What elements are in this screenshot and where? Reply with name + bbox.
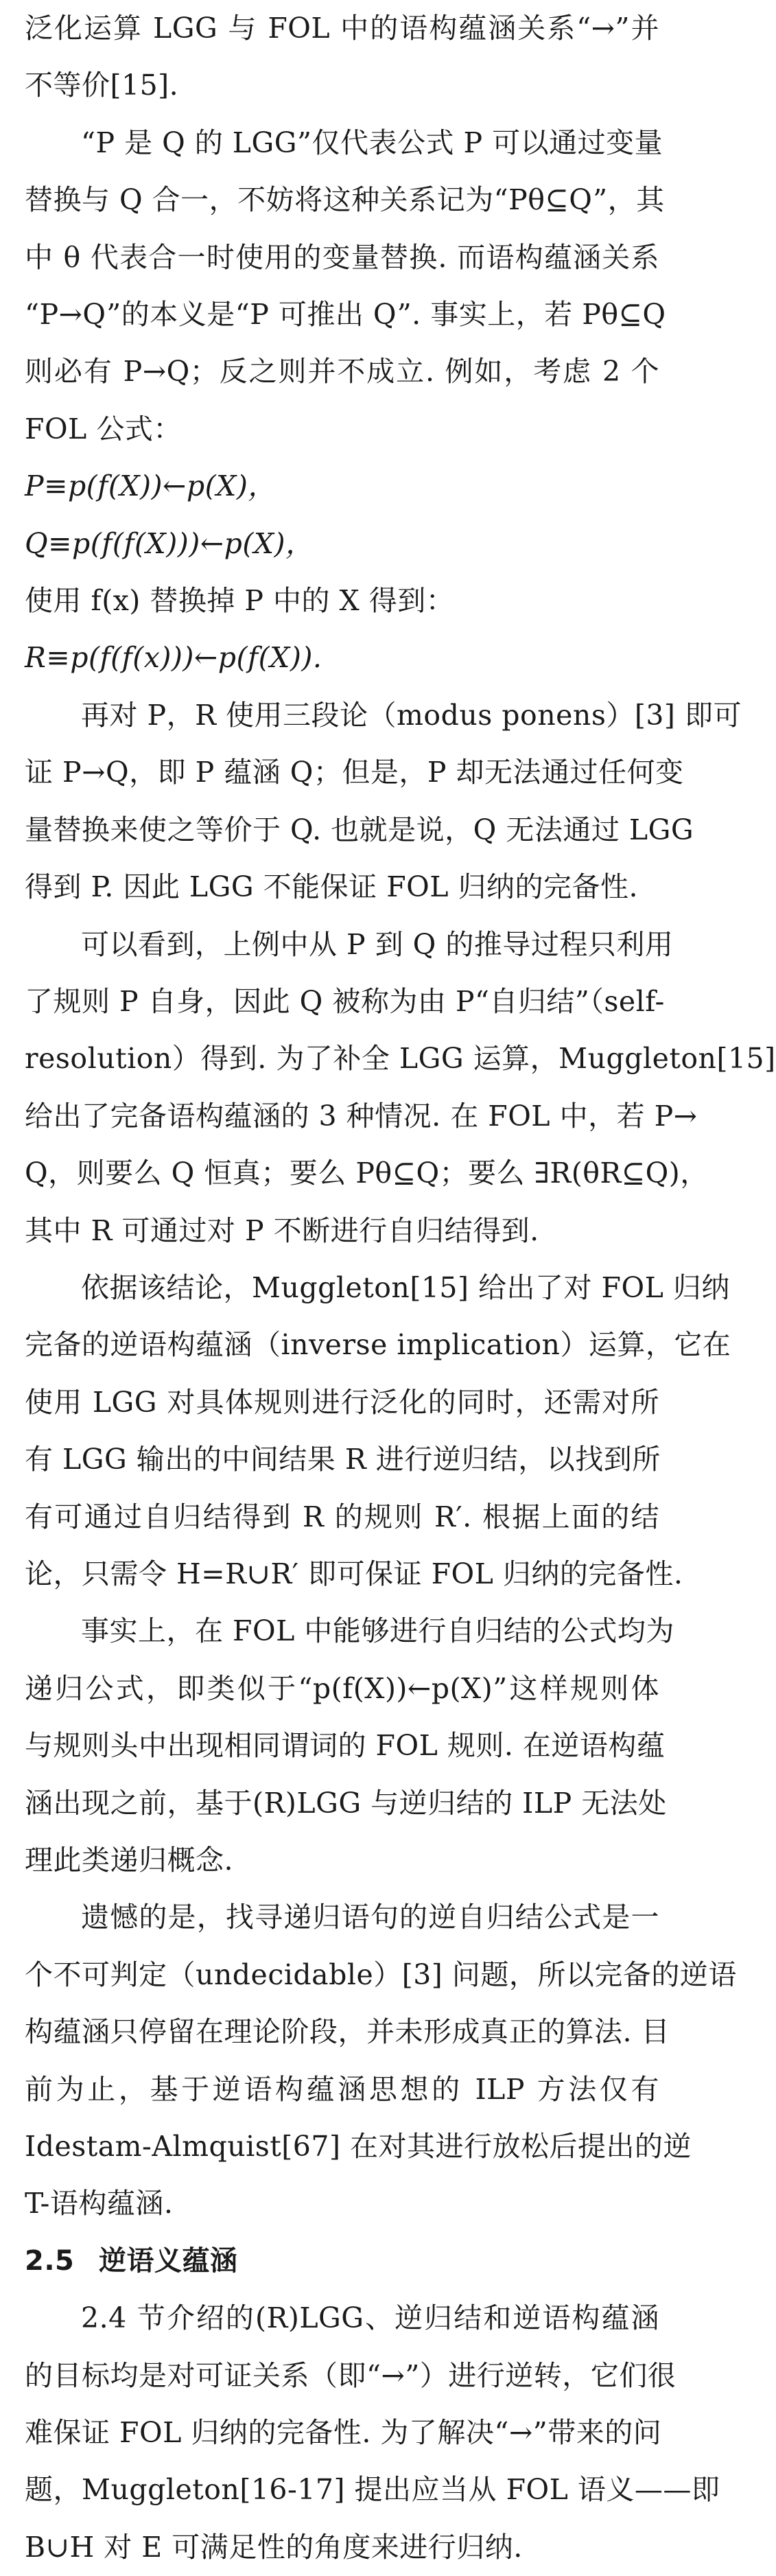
text-line: 涵出现之前，基于(R)LGG 与逆归结的 ILP 无法处 (25, 1786, 667, 1820)
text-line: 递归公式，即类似于“p(f(X))←p(X)”这样规则体 (25, 1671, 659, 1705)
text-line: B∪H 对 E 可满足性的角度来进行归纳. (25, 2530, 523, 2564)
text-line: FOL 公式： (25, 412, 182, 445)
text-line: 使用 f(x) 替换掉 P 中的 X 得到： (25, 584, 455, 618)
section-number: 2.5 (25, 2244, 75, 2277)
text-line: 给出了完备语构蕴涵的 3 种情况. 在 FOL 中，若 P→ (25, 1099, 698, 1133)
text-line: 构蕴涵只停留在理论阶段，并未形成真正的算法. 目 (25, 2015, 670, 2049)
text-line: T-语构蕴涵. (25, 2187, 174, 2220)
text-line: 论，只需令 H=R∪R′ 即可保证 FOL 归纳的完备性. (25, 1557, 683, 1590)
text-line: 事实上，在 FOL 中能够进行自归结的公式均为 (81, 1614, 674, 1648)
text-line: 了规则 P 自身，因此 Q 被称为由 P“自归结”（self- (25, 984, 665, 1018)
text-line: 个不可判定（undecidable）[3] 问题，所以完备的逆语 (25, 1958, 737, 1991)
text-line: 泛化运算 LGG 与 FOL 中的语构蕴涵关系“→”并 (25, 12, 659, 45)
formula-line: R≡p(f(f(x)))←p(f(X)). (25, 641, 322, 675)
text-line: 可以看到，上例中从 P 到 Q 的推导过程只利用 (81, 927, 674, 961)
text-line: resolution）得到. 为了补全 LGG 运算，Muggleton[15] (25, 1042, 776, 1076)
text-line: 理此类递归概念. (25, 1844, 234, 1877)
text-line: 使用 LGG 对具体规则进行泛化的同时，还需对所 (25, 1385, 659, 1419)
text-line: 题，Muggleton[16-17] 提出应当从 FOL 语义——即 (25, 2473, 720, 2507)
text-line: 完备的逆语构蕴涵（inverse implication）运算，它在 (25, 1328, 731, 1362)
text-line: 证 P→Q，即 P 蕴涵 Q；但是，P 却无法通过任何变 (25, 756, 684, 789)
paper-page (25, 0, 776, 2564)
text-line: 遗憾的是，找寻递归语句的逆自归结公式是一 (81, 1901, 659, 1934)
formula-line: P≡p(f(X))←p(X)， (25, 469, 277, 503)
text-line: 难保证 FOL 归纳的完备性. 为了解决“→”带来的问 (25, 2416, 662, 2450)
text-line: 与规则头中出现相同谓词的 FOL 规则. 在逆语构蕴 (25, 1729, 666, 1763)
text-line: 的目标均是对可证关系（即“→”）进行逆转，它们很 (25, 2358, 677, 2392)
text-line: “P 是 Q 的 LGG”仅代表公式 P 可以通过变量 (81, 126, 663, 159)
text-line: 再对 P，R 使用三段论（modus ponens）[3] 即可 (81, 698, 742, 732)
text-line: 依据该结论，Muggleton[15] 给出了对 FOL 归纳 (81, 1270, 730, 1304)
section-heading (25, 2233, 659, 2290)
formula-line: Q≡p(f(f(X)))←p(X)， (25, 526, 314, 560)
text-line: 得到 P. 因此 LGG 不能保证 FOL 归纳的完备性. (25, 870, 639, 904)
text-line: 量替换来使之等价于 Q. 也就是说，Q 无法通过 LGG (25, 813, 694, 846)
text-line: 2.4 节介绍的(R)LGG、逆归结和逆语构蕴涵 (81, 2301, 659, 2335)
text-line: 有 LGG 输出的中间结果 R 进行逆归结，以找到所 (25, 1443, 661, 1476)
text-line: 前为止，基于逆语构蕴涵思想的 ILP 方法仅有 (25, 2072, 659, 2106)
text-line: 中 θ 代表合一时使用的变量替换. 而语构蕴涵关系 (25, 240, 659, 274)
text-line: “P→Q”的本义是“P 可推出 Q”. 事实上，若 Pθ⊆Q (25, 298, 666, 332)
text-line: 则必有 P→Q；反之则并不成立. 例如，考虑 2 个 (25, 355, 659, 388)
text-line: 不等价[15]. (25, 69, 179, 102)
text-line: 替换与 Q 合一，不妨将这种关系记为“Pθ⊆Q”，其 (25, 183, 665, 217)
text-line: 其中 R 可通过对 P 不断进行自归结得到. (25, 1214, 539, 1247)
text-line: Q，则要么 Q 恒真；要么 Pθ⊆Q；要么 ∃R(θR⊆Q)， (25, 1157, 709, 1190)
section-title: 逆语义蕴涵 (99, 2244, 238, 2277)
text-line: 有可通过自归结得到 R 的规则 R′. 根据上面的结 (25, 1500, 659, 1533)
text-line: Idestam-Almquist[67] 在对其进行放松后提出的逆 (25, 2130, 692, 2163)
